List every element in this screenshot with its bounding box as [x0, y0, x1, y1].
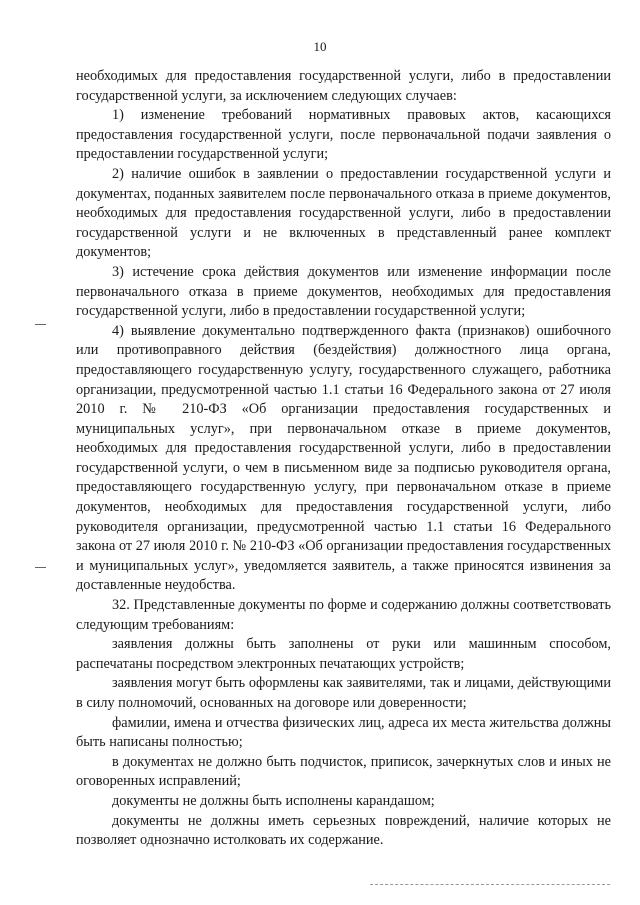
paragraph-clause-32: 32. Представленные документы по форме и содержанию должны соответствовать следующим требованиям: [76, 597, 611, 633]
margin-tick-mark [35, 567, 46, 568]
paragraph-item-3: 3) истечение срока действия документов или изменение информации после первоначального отказа в приеме документов, необходимых для предоставления государственной услуги, либо в предоставлении государственной услуги; [76, 263, 611, 320]
requirement-full-names: фамилии, имена и отчества физических лиц, адреса их места жительства должны быть написаны полностью; [76, 714, 611, 751]
page-number: 10 [313, 39, 327, 54]
document-body [76, 67, 611, 851]
paragraph-item-2: 2) наличие ошибок в заявлении о предоставлении государственной услуги и документах, поданных заявителем после первоначального отказа в приеме документов, необходимых для предоставления государственной услуги, либо в предоставлении государственной услуги и не включенных в представленный ранее комплект документов; [76, 165, 611, 261]
paragraph-continuation: необходимых для предоставления государственной услуги, либо в предоставлении государственной услуги, за исключением следующих случаев: [76, 68, 611, 104]
requirement-filled-by-hand: заявления должны быть заполнены от руки или машинным способом, распечатаны посредством электронных печатающих устройств; [76, 636, 611, 672]
margin-tick-mark [35, 324, 46, 325]
requirement-no-corrections: в документах не должно быть подчисток, приписок, зачеркнутых слов и иных не оговоренных исправлений; [76, 753, 611, 790]
requirement-signed-by: заявления могут быть оформлены как заявителями, так и лицами, действующими в силу полномочий, основанных на договоре или доверенности; [76, 675, 611, 711]
footer-rule [370, 884, 610, 885]
paragraph-item-4: 4) выявление документально подтвержденного факта (признаков) ошибочного или противоправного действия (бездействия) должностного лица органа, предоставляющего государственную услугу, государственного служащего, работника организации, предусмотренной частью 1.1 статьи 16 Федерального закона от 27 июля 2010 г. № 210-ФЗ «Об организации предоставления государственных и муниципальных услуг», при первоначальном отказе в приеме документов, необходимых для предоставления государственной услуги, либо в предоставлении государственной услуги, о чем в письменном виде за подписью руководителя органа, предоставляющего государственную услугу, при первоначальном отказе в приеме документов, необходимых для предоставления государственной услуги, либо руководителя организации, предусмотренной частью 1.1 статьи 16 Федерального закона от 27 июля 2010 г. № 210-ФЗ «Об организации предоставления государственных и муниципальных услуг», уведомляется заявитель, а также приносятся извинения за доставленные неудобства. [76, 322, 611, 594]
paragraph-item-1: 1) изменение требований нормативных правовых актов, касающихся предоставления государственной услуги, после первоначальной подачи заявления о предоставлении государственной услуги; [76, 107, 611, 163]
requirement-no-damage: документы не должны иметь серьезных повреждений, наличие которых не позволяет однозначно истолковать их содержание. [76, 812, 611, 849]
requirement-no-pencil: документы не должны быть исполнены карандашом; [112, 792, 435, 809]
